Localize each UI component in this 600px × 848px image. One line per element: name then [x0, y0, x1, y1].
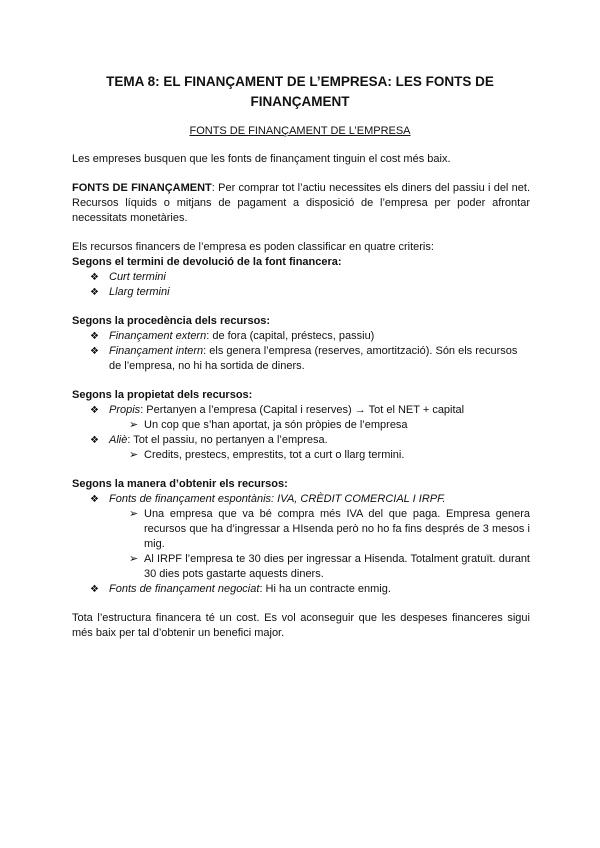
list-propietat: [72, 403, 530, 463]
list-manera: [72, 492, 530, 597]
list-item: ❖ Fonts de finançament espontànis: IVA, CRÈDIT COMERCIAL I IRPF.: [90, 493, 446, 505]
diamond-bullet-icon: ❖: [90, 331, 99, 342]
heading-termini: Segons el termini de devolució de la font financera:: [72, 256, 342, 268]
list-item: ❖ Propis: Pertanyen a l’empresa (Capital i reserves) → Tot el NET + capital: [90, 404, 465, 416]
heading-procedencia: Segons la procedència dels recursos:: [72, 315, 271, 327]
list-item: ❖ Finançament intern: els genera l’empresa (reserves, amortització). Són els recursos de l’empresa, no hi ha sortida de diners.: [90, 345, 518, 372]
document-title: TEMA 8: EL FINANÇAMENT DE L’EMPRESA: LES FONTS DE FINANÇAMENT: [106, 74, 494, 109]
section-subtitle-text: FONTS DE FINANÇAMENT DE L’EMPRESA: [189, 125, 411, 137]
diamond-bullet-icon: ❖: [90, 584, 99, 595]
list-subitem: ➢ Al IRPF l’empresa te 30 dies per ingressar a Hisenda. Totalment gratuït. durant 30 dies pots gastarte aquests diners.: [129, 553, 530, 580]
list-subitem: ➢ Una empresa que va bé compra més IVA del que paga. Empresa genera recursos que ha d’ingressar a HIsenda però no ho fa fins després de 3 mesos i mig.: [129, 508, 530, 550]
list-item: ❖ Curt termini: [90, 271, 166, 283]
list-termini: [72, 270, 530, 300]
intro-paragraph: Les empreses busquen que les fonts de finançament tinguin el cost més baix.: [72, 153, 451, 165]
diamond-bullet-icon: ❖: [90, 405, 99, 416]
heading-propietat: Segons la propietat dels recursos:: [72, 389, 253, 401]
conclusion-paragraph: Tota l’estructura financera té un cost. Es vol aconseguir que les despeses financeres sigui més baix per tal d’obtenir un benefici major.: [72, 612, 530, 639]
diamond-bullet-icon: ❖: [90, 494, 99, 505]
diamond-bullet-icon: ❖: [90, 272, 99, 283]
heading-manera: Segons la manera d’obtenir els recursos:: [72, 478, 288, 490]
diamond-bullet-icon: ❖: [90, 287, 99, 298]
list-item: ❖ Aliè: Tot el passiu, no pertanyen a l’empresa.: [90, 434, 328, 446]
arrow-bullet-icon: ➢: [129, 419, 139, 431]
diamond-bullet-icon: ❖: [90, 435, 99, 446]
list-item: ❖ Fonts de finançament negociat: Hi ha un contracte enmig.: [90, 583, 391, 595]
list-subitem: ➢ Un cop que s’han aportat, ja són pròpies de l’empresa: [129, 419, 408, 431]
definition-text: : Per comprar tot l’actiu necessites els diners del passiu i del net. Recursos líquids o mitjans de pagament a disposició de l’empresa per poder afrontar necessitats monetàries.: [72, 182, 531, 224]
section-subtitle: [0, 124, 600, 138]
list-subitem: ➢ Credits, prestecs, emprestits, tot a curt o llarg termini.: [129, 449, 405, 461]
list-item: ❖ Llarg termini: [90, 286, 170, 298]
list-procedencia: [72, 329, 530, 374]
list-item: ❖ Finançament extern: de fora (capital, préstecs, passiu): [90, 330, 375, 342]
definition-paragraph: [72, 181, 530, 226]
arrow-bullet-icon: ➢: [129, 553, 139, 565]
document-body: [72, 152, 530, 641]
definition-term: FONTS DE FINANÇAMENT: [72, 182, 212, 194]
arrow-bullet-icon: ➢: [129, 449, 139, 461]
arrow-bullet-icon: ➢: [129, 508, 139, 520]
diamond-bullet-icon: ❖: [90, 346, 99, 357]
criteria-intro: Els recursos financers de l’empresa es poden classificar en quatre criteris:: [72, 241, 434, 253]
